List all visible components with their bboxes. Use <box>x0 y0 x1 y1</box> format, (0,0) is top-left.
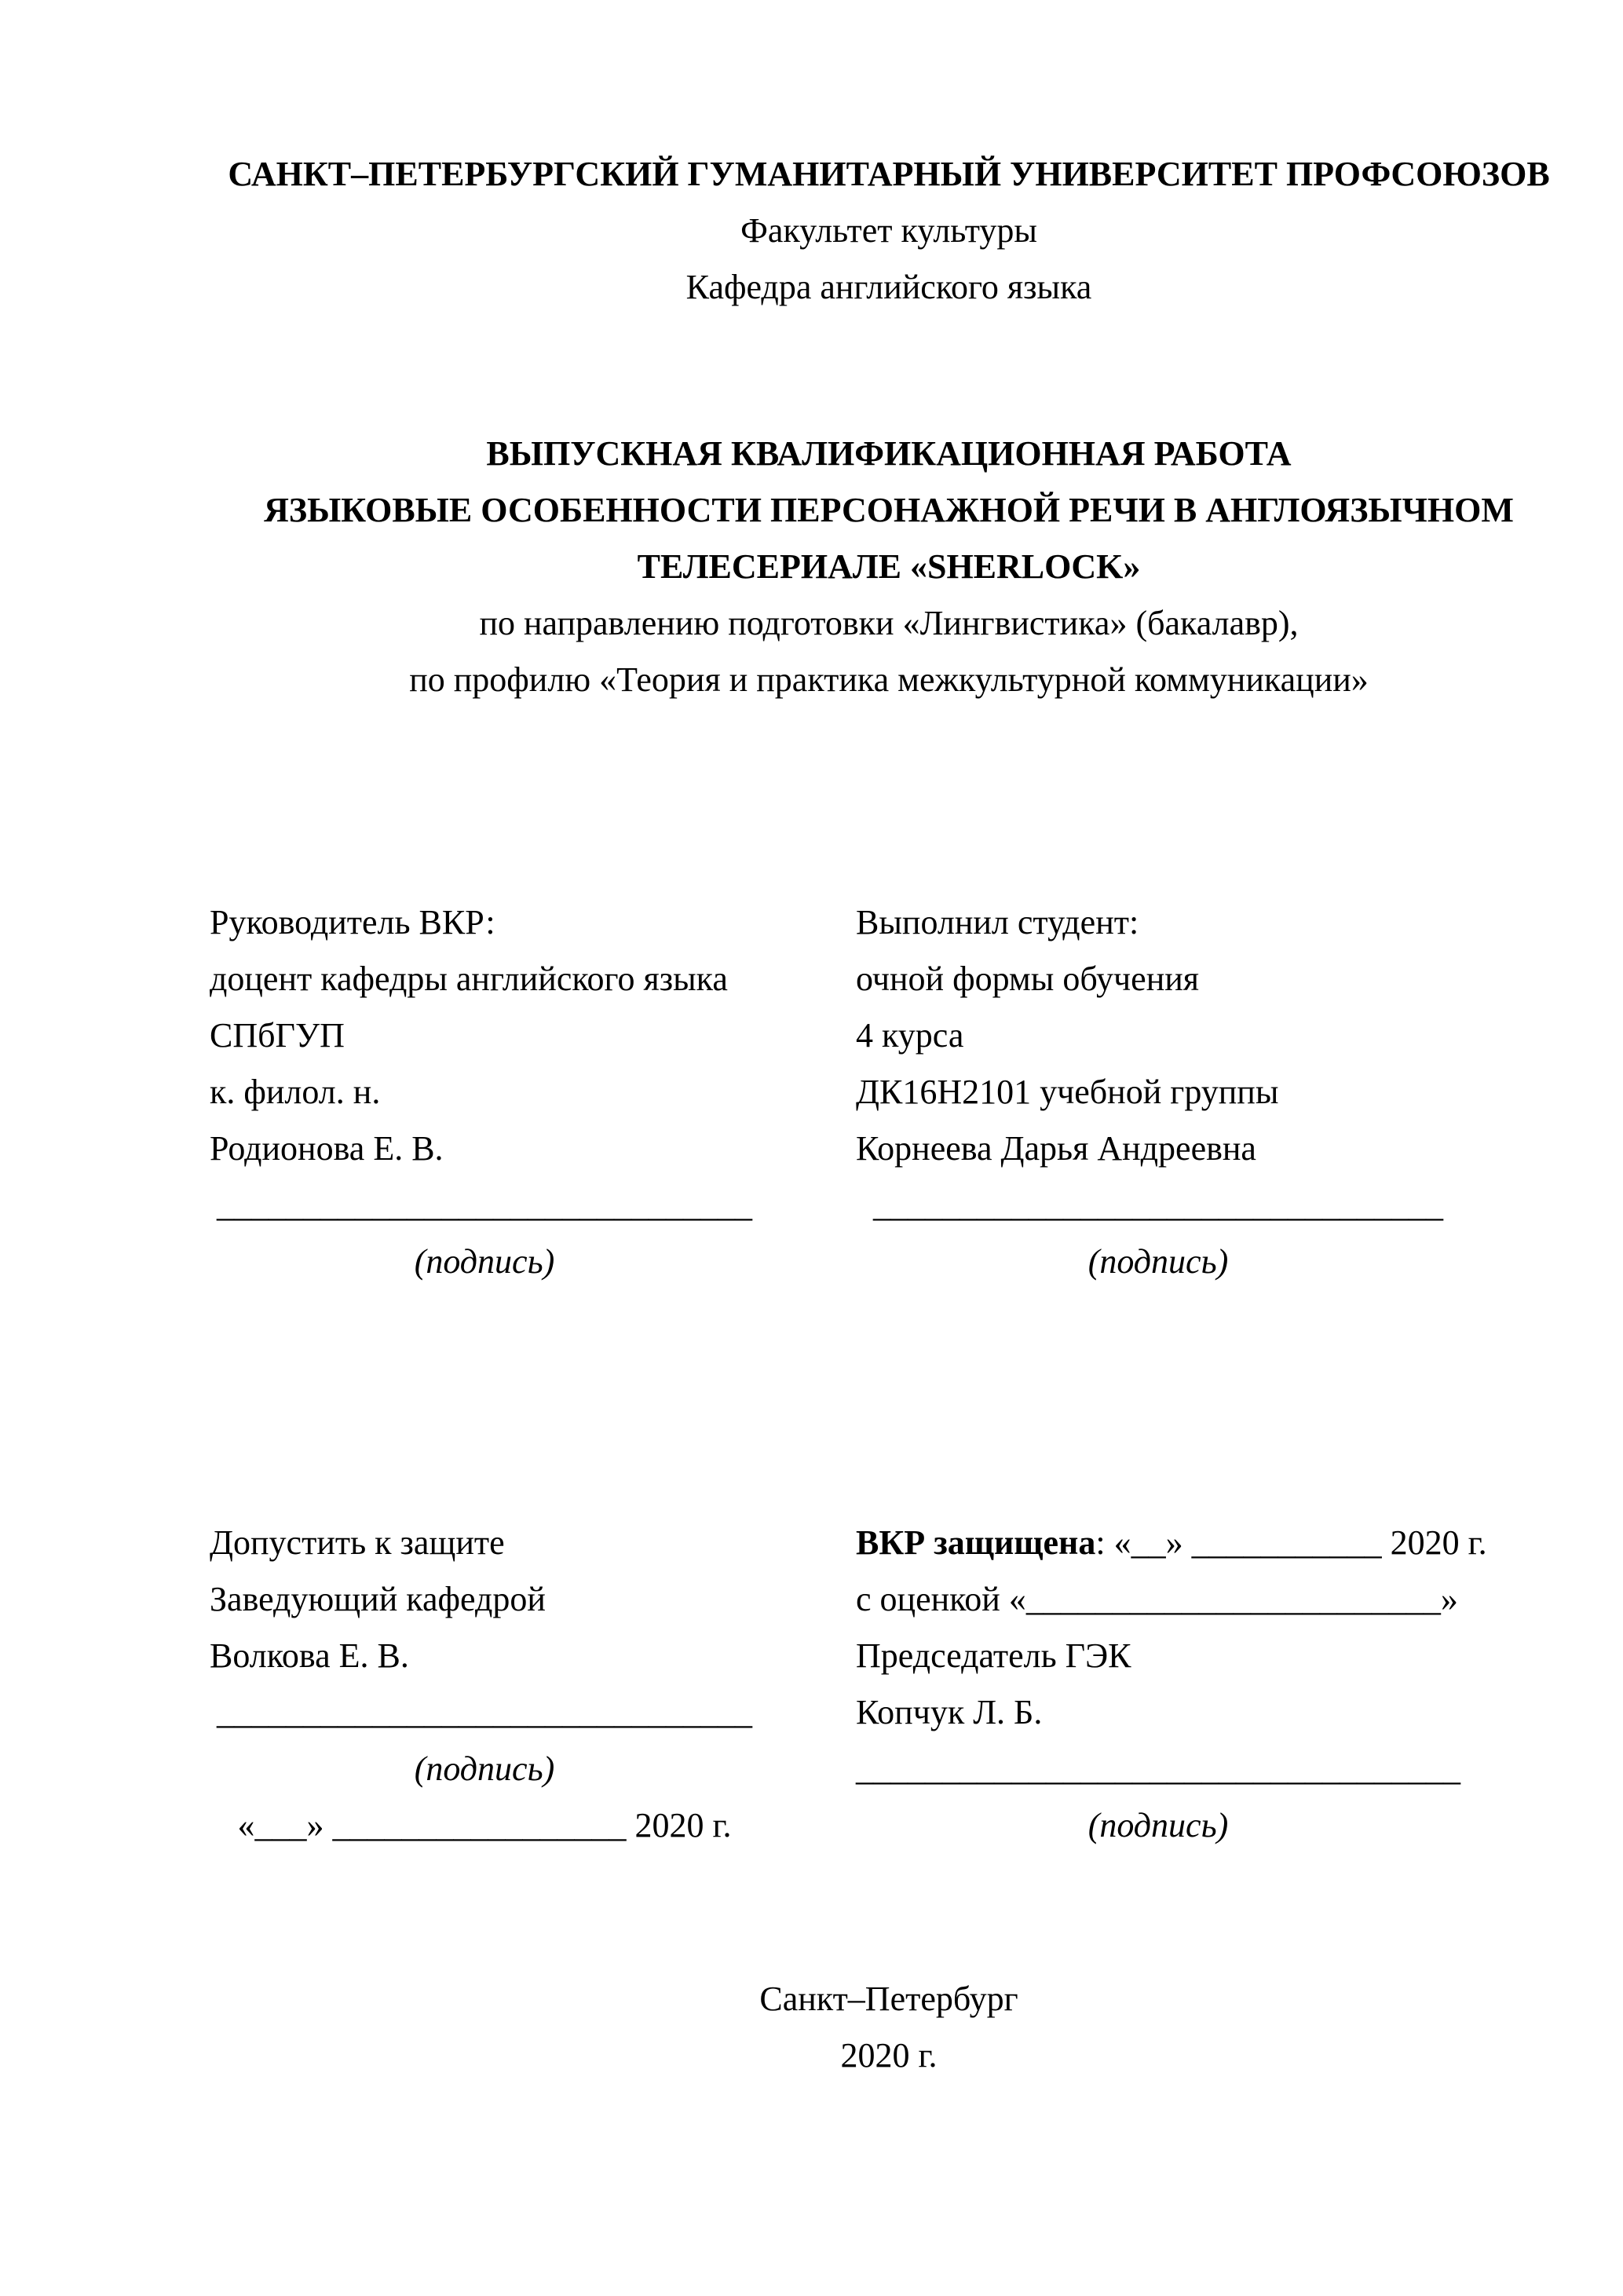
student-column <box>856 894 1568 1290</box>
supervisor-organization: СПбГУП <box>210 1016 345 1055</box>
student-label: Выполнил студент: <box>856 903 1139 941</box>
student-signature-line: _________________________________ <box>873 1186 1443 1224</box>
title-block <box>210 426 1568 708</box>
admission-permit-label: Допустить к защите <box>210 1523 505 1562</box>
footer-block <box>210 1971 1568 2084</box>
admission-column <box>210 1515 856 1854</box>
supervisor-position: доцент кафедры английского языка <box>210 960 728 998</box>
supervisor-degree: к. филол. н. <box>210 1073 381 1111</box>
admission-defense-block <box>210 1515 1568 1854</box>
defense-column <box>856 1515 1568 1854</box>
student-name: Корнеева Дарья Андреевна <box>856 1129 1256 1168</box>
defense-date-line <box>856 1515 1568 1571</box>
defense-signature-line: ___________________________________ <box>856 1749 1460 1788</box>
student-group: ДК16Н2101 учебной группы <box>856 1073 1279 1111</box>
header-block <box>210 146 1568 316</box>
supervisor-signature-line: _______________________________ <box>217 1186 752 1224</box>
profile-line: по профилю «Теория и практика межкультурной коммуникации» <box>409 660 1369 699</box>
program-line: по направлению подготовки «Лингвистика» (бакалавр), <box>479 604 1299 642</box>
thesis-topic-line-2: ТЕЛЕСЕРИАЛЕ «SHERLOCK» <box>637 547 1141 586</box>
student-course: 4 курса <box>856 1016 964 1055</box>
admission-signature-caption: (подпись) <box>414 1749 555 1788</box>
committee-chair-title: Председатель ГЭК <box>856 1636 1131 1675</box>
supervisor-signature-caption: (подпись) <box>414 1242 555 1281</box>
supervisor-label: Руководитель ВКР: <box>210 903 495 941</box>
footer-year: 2020 г. <box>840 2036 938 2075</box>
defense-grade-line: с оценкой «________________________» <box>856 1580 1458 1618</box>
committee-chair-name: Копчук Л. Б. <box>856 1693 1043 1731</box>
work-type-title: ВЫПУСКНАЯ КВАЛИФИКАЦИОННАЯ РАБОТА <box>486 434 1292 473</box>
department-name: Кафедра английского языка <box>685 268 1092 306</box>
university-name: САНКТ–ПЕТЕРБУРГСКИЙ ГУМАНИТАРНЫЙ УНИВЕРСИТЕТ ПРОФСОЮЗОВ <box>228 155 1550 193</box>
defense-date-rest: : «__» ___________ 2020 г. <box>1095 1523 1487 1562</box>
supervisor-student-block <box>210 894 1568 1290</box>
supervisor-name: Родионова Е. В. <box>210 1129 444 1168</box>
thesis-topic-line-1: ЯЗЫКОВЫЕ ОСОБЕННОСТИ ПЕРСОНАЖНОЙ РЕЧИ В АНГЛОЯЗЫЧНОМ <box>264 491 1514 529</box>
student-signature-caption: (подпись) <box>1087 1242 1229 1281</box>
defense-signature-caption: (подпись) <box>1087 1806 1229 1844</box>
department-head-title: Заведующий кафедрой <box>210 1580 546 1618</box>
defense-label: ВКР защищена <box>856 1523 1096 1562</box>
admission-date-line: «___» _________________ 2020 г. <box>237 1806 732 1844</box>
admission-signature-line: _______________________________ <box>217 1693 752 1731</box>
footer-city: Санкт–Петербург <box>759 1980 1018 2018</box>
faculty-name: Факультет культуры <box>740 211 1037 250</box>
supervisor-column <box>210 894 856 1290</box>
department-head-name: Волкова Е. В. <box>210 1636 409 1675</box>
student-study-form: очной формы обучения <box>856 960 1200 998</box>
